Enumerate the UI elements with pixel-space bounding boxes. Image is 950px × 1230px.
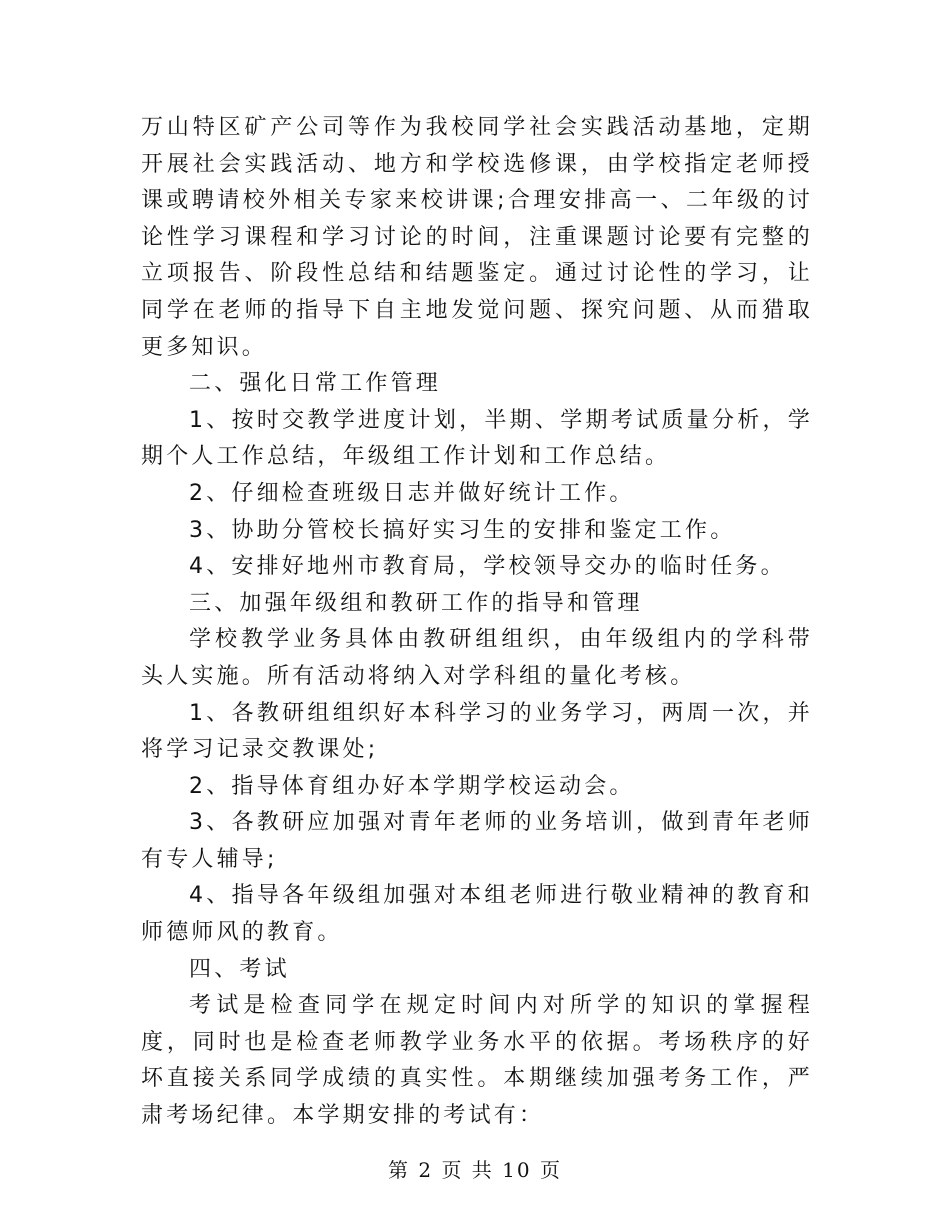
list-item: 4、指导各年级组加强对本组老师进行敬业精神的教育和师德师风的教育。 bbox=[141, 883, 813, 946]
section-heading: 三、加强年级组和教研工作的指导和管理 bbox=[189, 590, 643, 616]
list-item: 2、指导体育组办好本学期学校运动会。 bbox=[189, 773, 635, 799]
section-heading: 四、考试 bbox=[189, 956, 290, 982]
list-item: 1、各教研组组织好本科学习的业务学习，两周一次，并将学习记录交教课处; bbox=[141, 700, 813, 763]
list-item: 1、按时交教学进度计划，半期、学期考试质量分析，学期个人工作总结，年级组工作计划和工作总结。 bbox=[141, 407, 813, 470]
list-item: 3、协助分管校长搞好实习生的安排和鉴定工作。 bbox=[189, 517, 736, 543]
section-heading: 二、强化日常工作管理 bbox=[189, 371, 442, 397]
paragraph: 考试是检查同学在规定时间内对所学的知识的掌握程度，同时也是检查老师教学业务水平的依据。考场秩序的好坏直接关系同学成绩的真实性。本期继续加强考务工作，严肃考场纪律。本学期安排的考试有： bbox=[141, 993, 813, 1129]
list-item: 2、仔细检查班级日志并做好统计工作。 bbox=[189, 480, 635, 506]
paragraph: 万山特区矿产公司等作为我校同学社会实践活动基地，定期开展社会实践活动、地方和学校选修课，由学校指定老师授课或聘请校外相关专家来校讲课;合理安排高一、二年级的讨论性学习课程和学习讨论的时间，注重课题讨论要有完整的立项报告、阶段性总结和结题鉴定。通过讨论性的学习，让同学在老师的指导下自主地发觉问题、探究问题、从而猎取更多知识。 bbox=[141, 115, 813, 360]
document-body bbox=[141, 110, 813, 1135]
list-item: 3、各教研应加强对青年老师的业务培训，做到青年老师有专人辅导; bbox=[141, 810, 813, 872]
list-item: 4、安排好地州市教育局，学校领导交办的临时任务。 bbox=[189, 554, 786, 580]
paragraph: 学校教学业务具体由教研组组织，由年级组内的学科带头人实施。所有活动将纳入对学科组的量化考核。 bbox=[141, 627, 813, 689]
page-number-footer: 第 2 页 共 10 页 bbox=[388, 1158, 562, 1182]
